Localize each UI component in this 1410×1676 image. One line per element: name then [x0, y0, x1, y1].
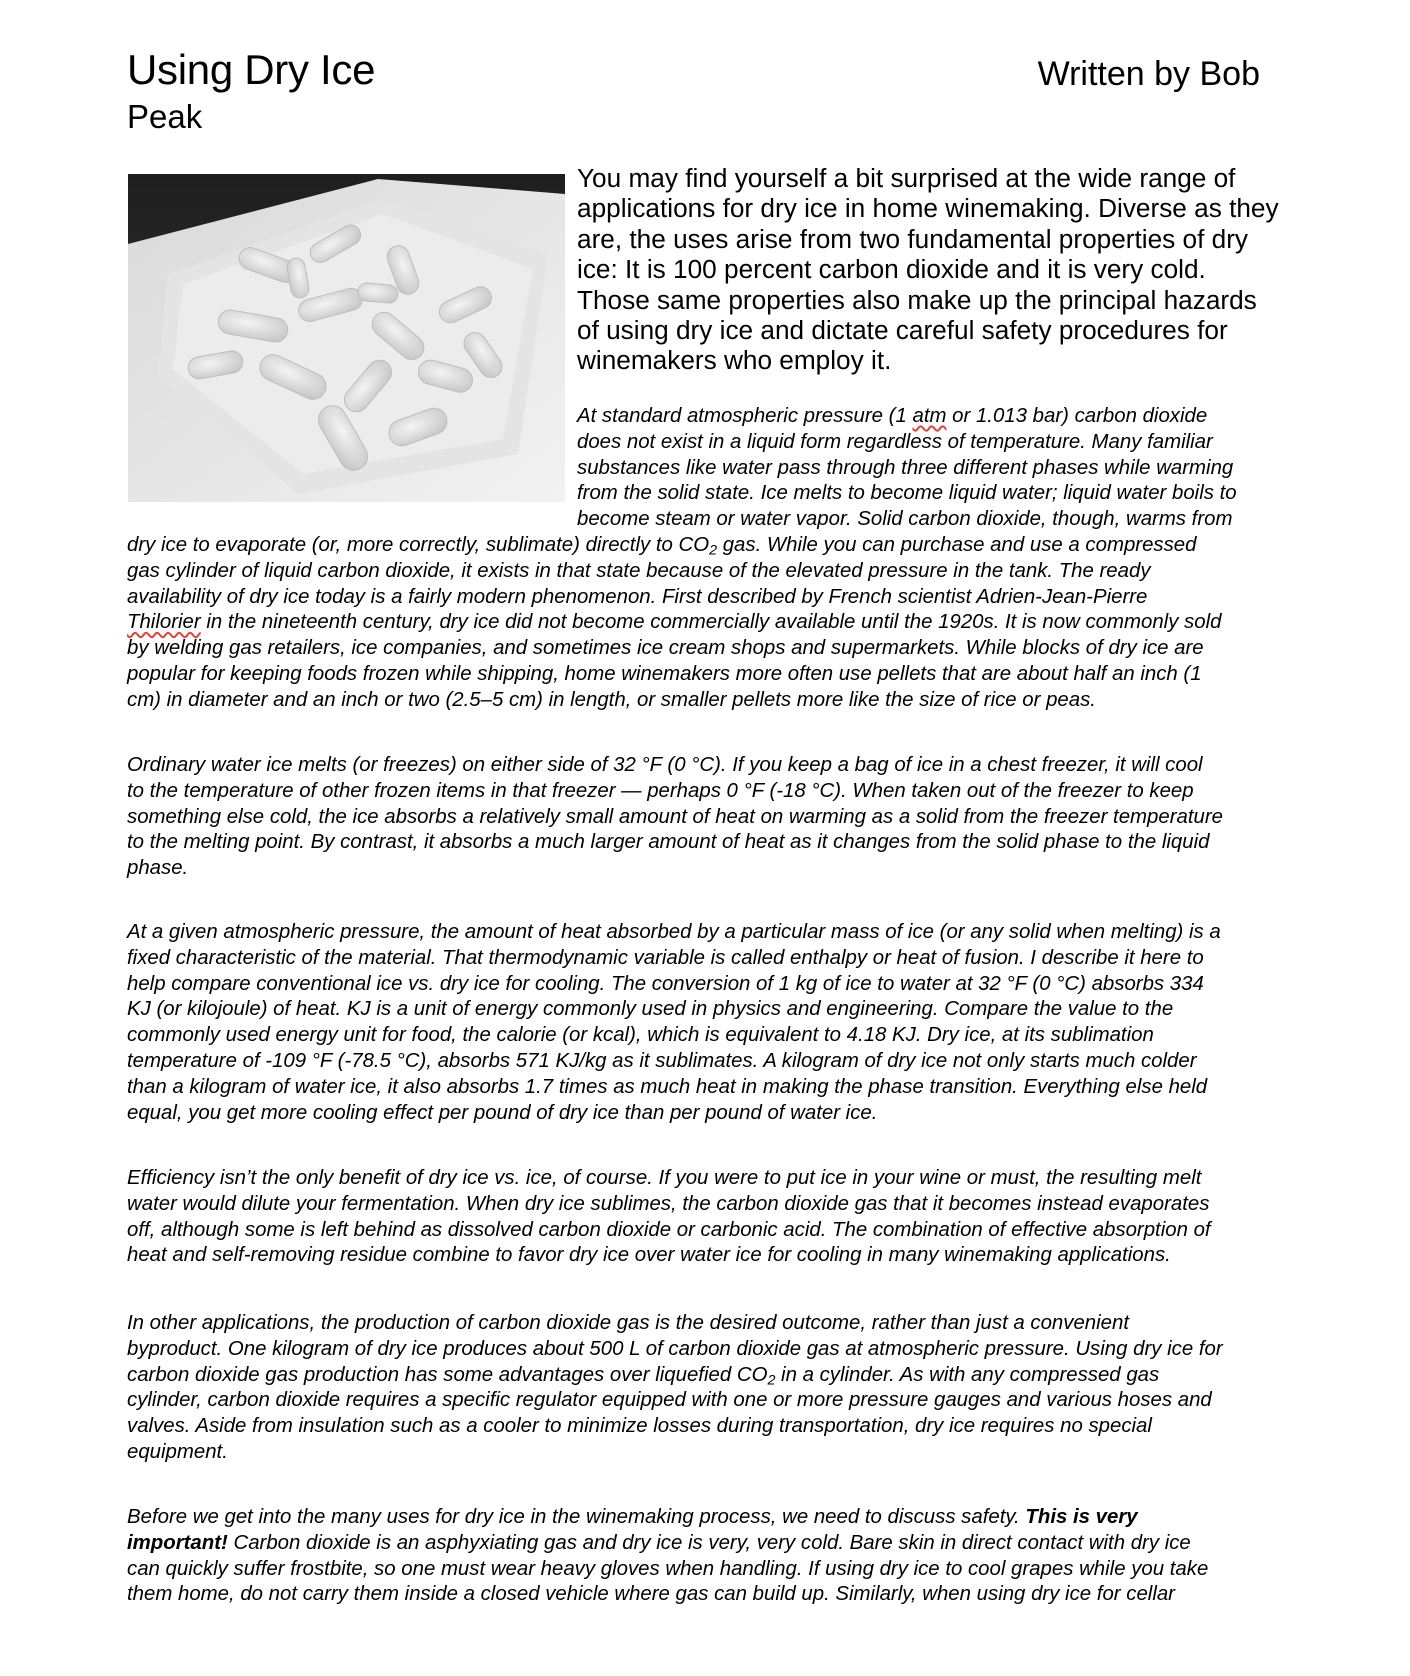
- lead-line: of using dry ice and dictate careful safety procedures for: [577, 315, 1228, 346]
- body-line: [127, 1505, 1208, 1531]
- body-line: equipment.: [127, 1440, 228, 1463]
- emphasis-bold: This is very: [1025, 1506, 1138, 1528]
- body-line: them home, do not carry them inside a closed vehicle where gas can build up. Similarly, when using dry ice for cellar: [127, 1583, 1175, 1606]
- paragraph-co2-phases-beside-image: [577, 404, 1237, 533]
- body-line: water would dilute your fermentation. When dry ice sublimes, the carbon dioxide gas that it becomes instead evaporates: [127, 1192, 1210, 1215]
- body-line: to the melting point. By contrast, it absorbs a much larger amount of heat as it changes from the solid phase to the liquid: [127, 831, 1210, 854]
- spellcheck-flagged-word[interactable]: Thilorier: [127, 611, 201, 634]
- body-line: equal, you get more cooling effect per pound of dry ice than per pound of water ice.: [127, 1101, 878, 1124]
- lead-line: You may find yourself a bit surprised at the wide range of: [577, 163, 1236, 193]
- text-run: Before we get into the many uses for dry ice in the winemaking process, we need to discuss safety.: [127, 1506, 1026, 1528]
- paragraph-safety: [127, 1505, 1208, 1608]
- body-line: does not exist in a liquid form regardless of temperature. Many familiar: [577, 430, 1213, 453]
- body-line: can quickly suffer frostbite, so one must wear heavy gloves when handling. If using dry ice to cool grapes while you take: [127, 1557, 1209, 1580]
- photo-dry-ice-pellets-icon: [128, 174, 565, 502]
- text-run: Carbon dioxide is an asphyxiating gas and dry ice is very, very cold. Bare skin in direct contact with dry ice: [227, 1531, 1191, 1554]
- body-line: to the temperature of other frozen items in that freezer — perhaps 0 °F (-18 °C). When taken out of the freezer to keep: [127, 779, 1194, 802]
- body-line: KJ (or kilojoule) of heat. KJ is a unit of energy commonly used in physics and engineering. Compare the value to the: [127, 998, 1174, 1021]
- lead-line: winemakers who employ it.: [577, 345, 892, 376]
- emphasis-bold: important!: [127, 1531, 228, 1554]
- text-run: carbon dioxide gas production has some advantages over liquefied CO: [127, 1363, 768, 1386]
- lead-line: Those same properties also make up the principal hazards: [577, 284, 1257, 315]
- body-line: something else cold, the ice absorbs a relatively small amount of heat on warming as a solid from the freezer temperature: [127, 805, 1223, 828]
- text-run: or 1.013 bar) carbon dioxide: [946, 405, 1208, 427]
- body-line: availability of dry ice today is a fairly modern phenomenon. First described by French scientist Adrien-Jean-Pierre: [127, 585, 1148, 608]
- subscript: 2: [709, 542, 718, 559]
- body-line: temperature of -109 °F (-78.5 °C), absorbs 571 KJ/kg as it sublimates. A kilogram of dry ice not only starts much colder: [127, 1049, 1197, 1072]
- paragraph-water-ice: [127, 753, 1223, 882]
- body-line: popular for keeping foods frozen while shipping, home winemakers more often use pellets that are about half an inch (1: [127, 662, 1202, 685]
- lead-line: ice: It is 100 percent carbon dioxide and it is very cold.: [577, 254, 1206, 285]
- body-line: [127, 533, 1221, 559]
- body-line: become steam or water vapor. Solid carbon dioxide, though, warms from: [577, 508, 1233, 531]
- lead-line: are, the uses arise from two fundamental properties of dry: [577, 223, 1249, 254]
- body-line: than a kilogram of water ice, it also absorbs 1.7 times as much heat in making the phase transition. Everything else held: [127, 1075, 1208, 1098]
- body-line: cylinder, carbon dioxide requires a specific regulator equipped with one or more pressure gauges and various hoses and: [127, 1389, 1212, 1412]
- body-line: help compare conventional ice vs. dry ice for cooling. The conversion of 1 kg of ice to water at 32 °F (0 °C) absorbs 334: [127, 972, 1204, 995]
- body-line: [127, 1363, 1223, 1389]
- body-line: In other applications, the production of carbon dioxide gas is the desired outcome, rather than just a convenient: [127, 1312, 1130, 1334]
- body-line: phase.: [127, 857, 189, 880]
- article-title: Using Dry Ice: [127, 46, 376, 93]
- paragraph-enthalpy: [127, 920, 1221, 1126]
- body-line: substances like water pass through three different phases while warming: [577, 456, 1234, 479]
- body-line: [577, 404, 1237, 430]
- body-line: valves. Aside from insulation such as a cooler to minimize losses during transportation, dry ice requires no special: [127, 1415, 1152, 1438]
- body-line: Efficiency isn’t the only benefit of dry ice vs. ice, of course. If you were to put ice in your wine or must, the resulting melt: [127, 1167, 1202, 1189]
- paragraph-co2-phases-continued: [127, 533, 1221, 714]
- lead-line: applications for dry ice in home winemaking. Diverse as they: [577, 193, 1279, 224]
- body-line: Ordinary water ice melts (or freezes) on either side of 32 °F (0 °C). If you keep a bag of ice in a chest freezer, it will cool: [127, 754, 1203, 776]
- body-line: gas cylinder of liquid carbon dioxide, it exists in that state because of the elevated pressure in the tank. The ready: [127, 559, 1151, 582]
- body-line: [127, 610, 1221, 636]
- body-line: from the solid state. Ice melts to become liquid water; liquid water boils to: [577, 482, 1237, 505]
- text-run: gas. While you can purchase and use a compressed: [717, 534, 1197, 556]
- text-run: At standard atmospheric pressure (1: [577, 405, 913, 427]
- subscript: 2: [767, 1372, 776, 1389]
- lead-paragraph: [577, 163, 1297, 376]
- dry-ice-photo: [128, 174, 565, 502]
- body-line: commonly used energy unit for food, the calorie (or kcal), which is equivalent to 4.18 KJ. Dry ice, at its sublimation: [127, 1024, 1154, 1047]
- body-line: byproduct. One kilogram of dry ice produces about 500 L of carbon dioxide gas at atmospheric pressure. Using dry ice for: [127, 1337, 1223, 1360]
- body-line: off, although some is left behind as dissolved carbon dioxide or carbonic acid. The combination of effective absorption of: [127, 1218, 1211, 1241]
- body-line: cm) in diameter and an inch or two (2.5–5 cm) in length, or smaller pellets more like the size of rice or peas.: [127, 688, 1096, 711]
- text-run: in a cylinder. As with any compressed gas: [775, 1363, 1160, 1386]
- body-line: fixed characteristic of the material. That thermodynamic variable is called enthalpy or heat of fusion. I describe it here to: [127, 946, 1204, 969]
- text-run: in the nineteenth century, dry ice did not become commercially available until the 1920s. It is now commonly sold: [200, 611, 1222, 634]
- article-subtitle: Peak: [127, 98, 203, 135]
- body-line: by welding gas retailers, ice companies, and sometimes ice cream shops and supermarkets. While blocks of dry ice are: [127, 637, 1204, 660]
- body-line: heat and self-removing residue combine to favor dry ice over water ice for cooling in many winemaking applications.: [127, 1244, 1171, 1267]
- spellcheck-flagged-word[interactable]: atm: [912, 405, 947, 427]
- paragraph-co2-production: [127, 1311, 1223, 1466]
- body-line: [127, 1531, 1208, 1557]
- body-line: At a given atmospheric pressure, the amount of heat absorbed by a particular mass of ice (or any solid when melting) is a: [127, 921, 1221, 943]
- text-run: dry ice to evaporate (or, more correctly, sublimate) directly to CO: [127, 534, 710, 556]
- author-byline: Written by Bob: [1037, 55, 1260, 93]
- paragraph-efficiency: [127, 1166, 1211, 1269]
